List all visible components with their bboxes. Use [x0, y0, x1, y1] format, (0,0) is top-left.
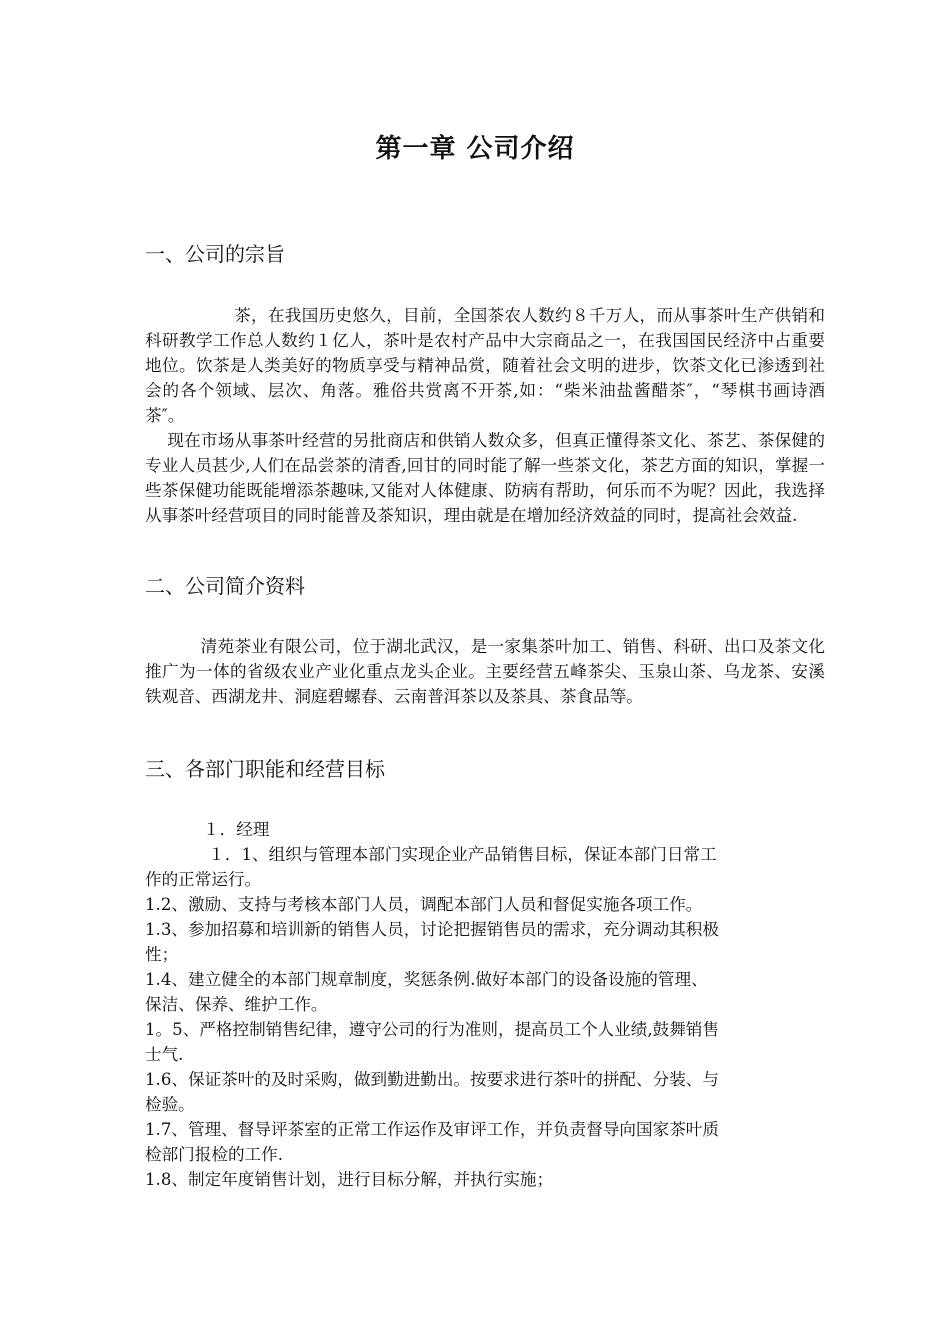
paragraph-market-reason: 现在市场从事茶叶经营的另批商店和供销人数众多，但真正懂得茶文化、茶艺、茶保健的专业人员甚少,人们在品尝茶的清香,回甘的同时能了解一些茶文化，茶艺方面的知识，掌握一些茶保健功能既能增添茶趣味,又能对人体健康、防病有帮助，何乐而不为呢？因此，我选择从事茶叶经营项目的同时能普及茶知识，理由就是在增加经济效益的同时，提高社会效益. — [145, 431, 825, 525]
chapter-title: 第一章 公司介绍 — [375, 134, 575, 164]
paragraph-tea-history: 茶，在我国历史悠久，目前，全国茶农人数约８千万人，而从事茶叶生产供销和科研教学工作总人数约１亿人，茶叶是农村产品中大宗商品之一，在我国国民经济中占重要地位。饮茶是人类美好的物质享受与精神品赏，随着社会文明的进步，饮茶文化已渗透到社会的各个领域、层次、角落。雅俗共赏离不开茶,如：“柴米油盐酱醋茶″，“琴棋书画诗酒茶″。 — [145, 306, 825, 425]
list-item: 1.4、建立健全的本部门规章制度，奖惩条例.做好本部门的设备设施的管理、 — [145, 970, 708, 989]
list-item: 1.7、管理、督导评茶室的正常工作运作及审评工作，并负责督导向国家茶叶质 — [145, 1120, 719, 1139]
list-item: １．1、组织与管理本部门实现企业产品销售目标，保证本部门日常工 — [145, 845, 717, 864]
list-item: 1.2、激励、支持与考核本部门人员，调配本部门人员和督促实施各项工作。 — [145, 895, 703, 914]
section-heading-profile: 二、公司简介资料 — [145, 574, 305, 598]
list-item: 士气. — [145, 1045, 184, 1064]
paragraph-company-profile: 清苑茶业有限公司，位于湖北武汉，是一家集茶叶加工、销售、科研、出口及茶文化推广为一体的省级农业产业化重点龙头企业。主要经营五峰茶尖、玉泉山茶、乌龙茶、安溪铁观音、西湖龙井、洞庭碧螺春、云南普洱茶以及茶具、茶食品等。 — [145, 637, 826, 706]
list-item: 保洁、保养、维护工作。 — [145, 995, 328, 1014]
list-item: 检部门报检的工作. — [145, 1145, 284, 1164]
list-item: 性； — [145, 945, 179, 964]
list-item: 1.6、保证茶叶的及时采购，做到勤进勤出。按要求进行茶叶的拼配、分装、与 — [145, 1070, 719, 1089]
section-heading-departments: 三、各部门职能和经营目标 — [145, 757, 385, 781]
list-item: 1.3、参加招募和培训新的销售人员，讨论把握销售员的需求，充分调动其积极 — [145, 920, 719, 939]
list-item: 1.8、制定年度销售计划，进行目标分解，并执行实施； — [145, 1170, 554, 1189]
list-item: 检验。 — [145, 1095, 195, 1114]
section-heading-purpose: 一、公司的宗旨 — [145, 242, 285, 266]
list-item: 作的正常运行。 — [145, 870, 262, 889]
list-item: 1。5、严格控制销售纪律，遵守公司的行为准则，提高员工个人业绩,鼓舞销售 — [145, 1020, 719, 1039]
list-item: １．经理 — [145, 820, 270, 839]
